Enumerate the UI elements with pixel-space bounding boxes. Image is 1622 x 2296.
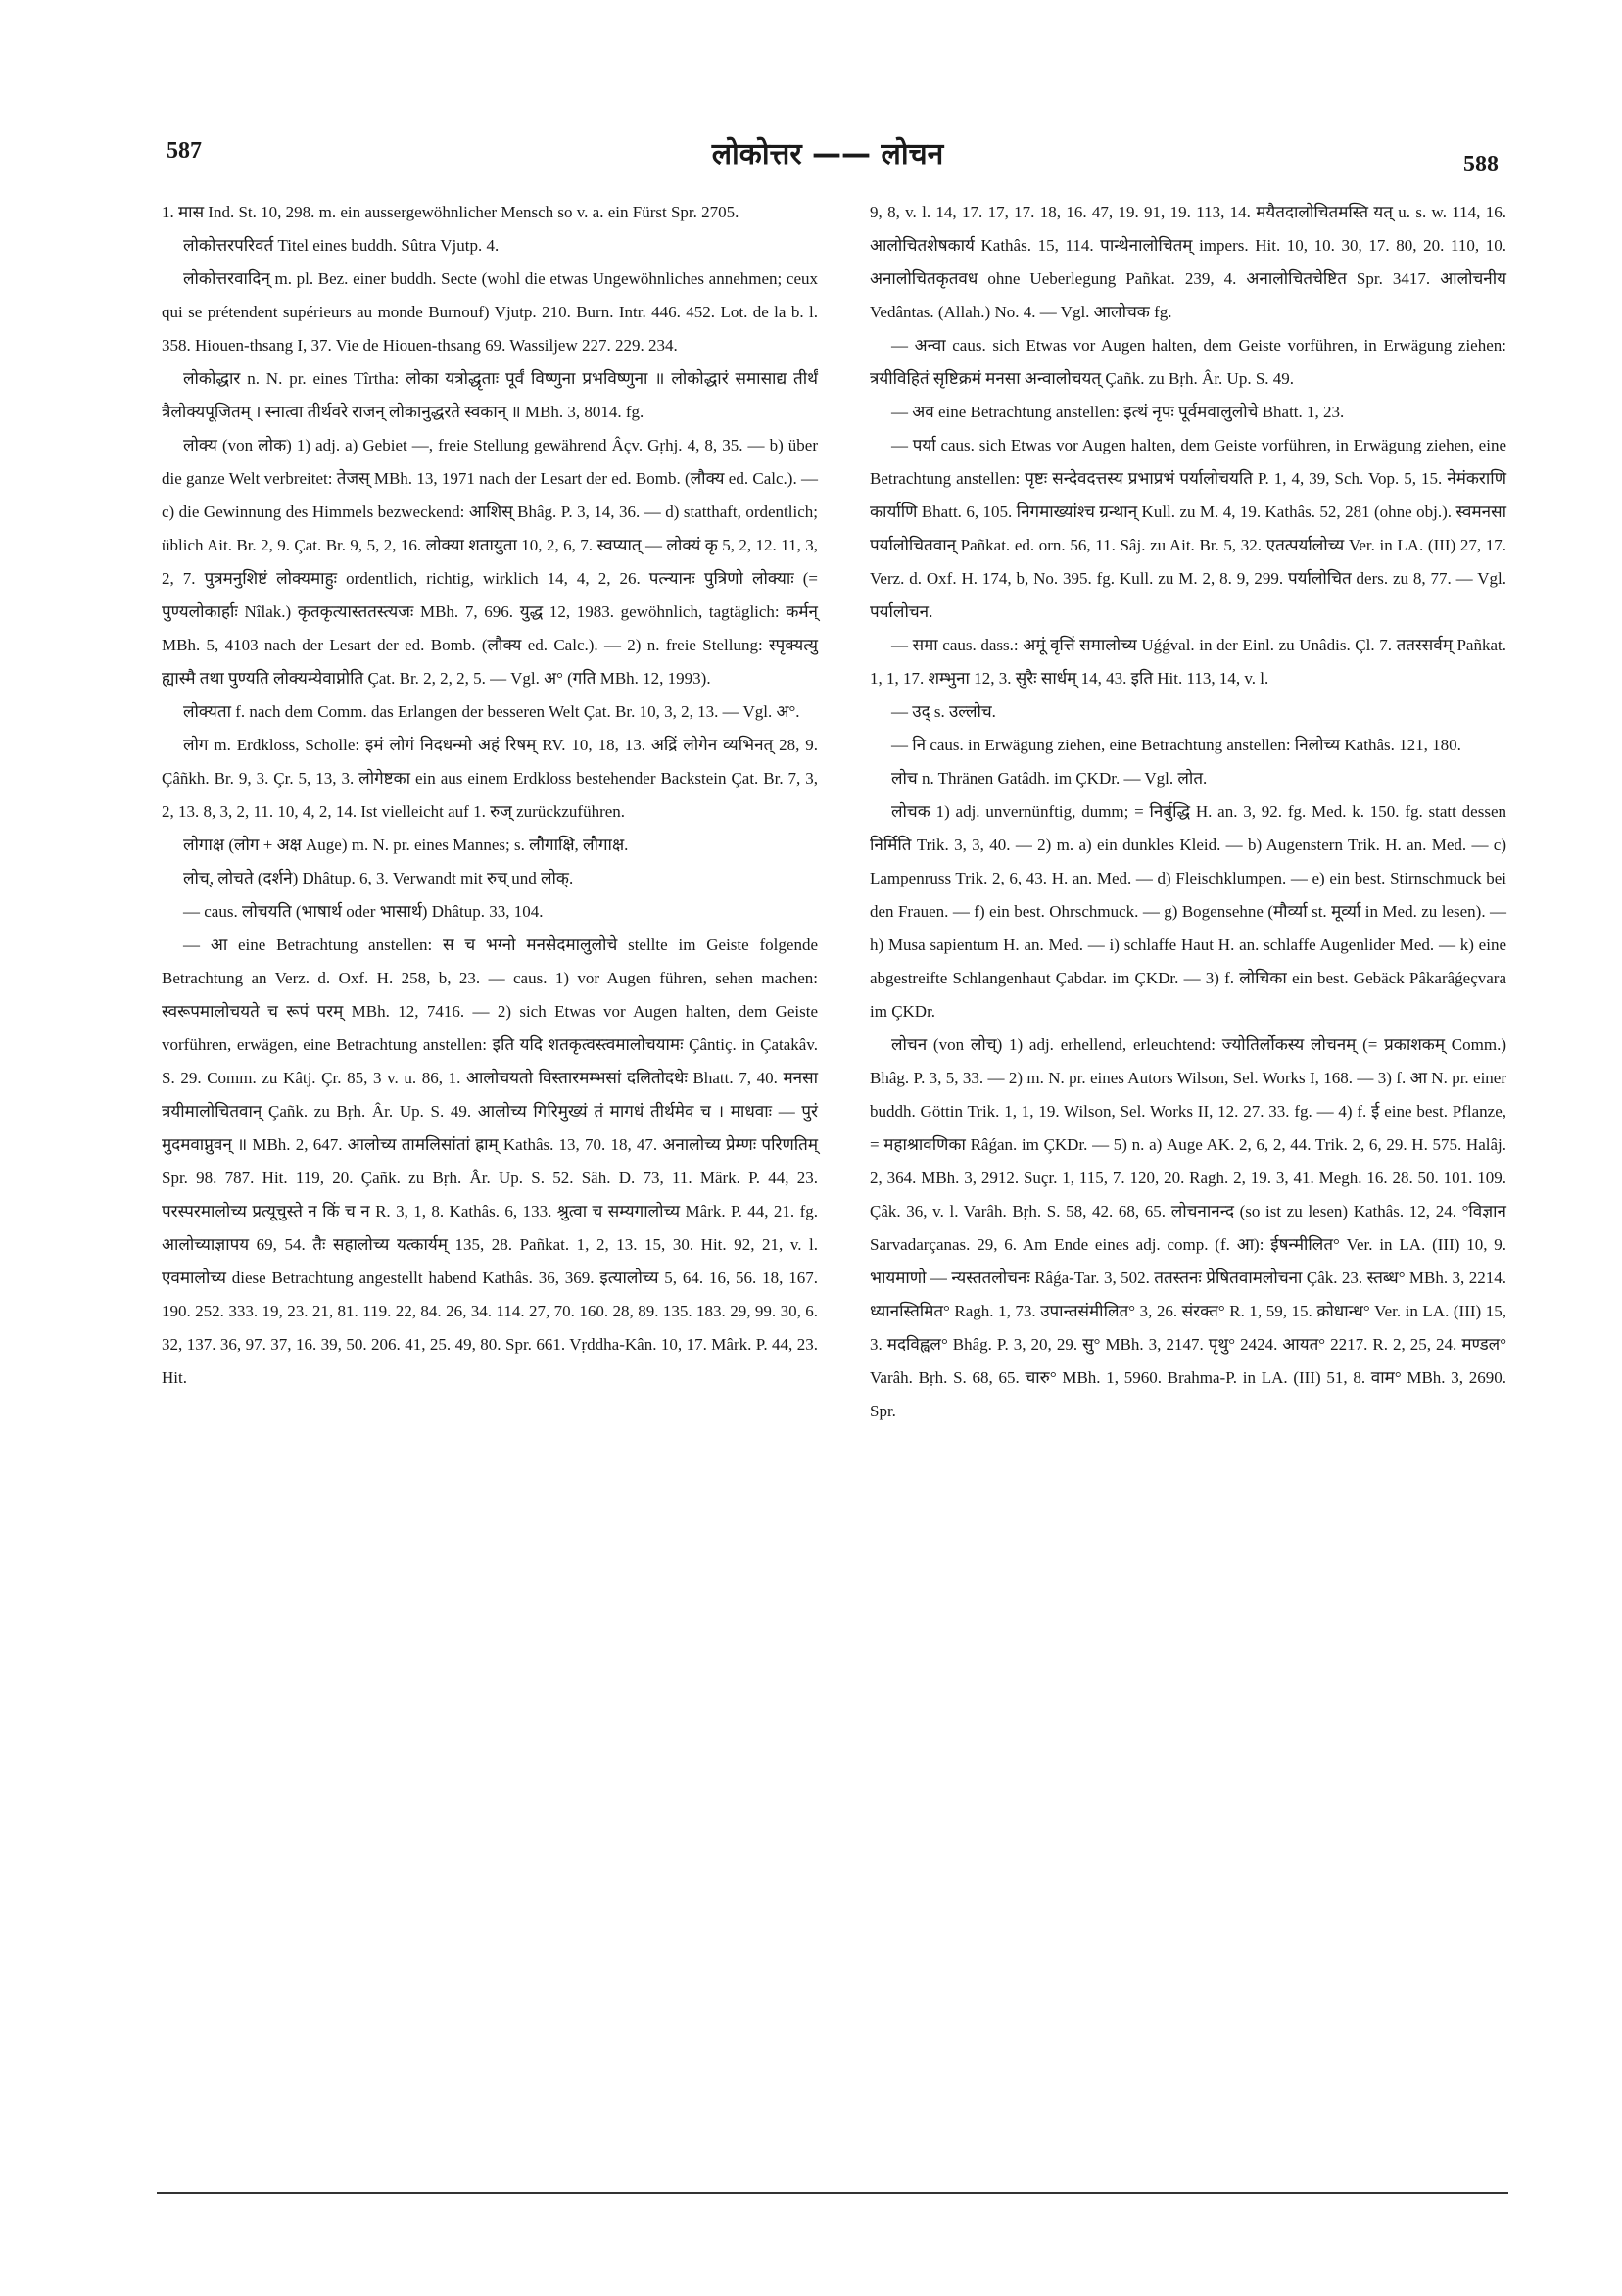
bottom-rule [157,2192,1508,2194]
dictionary-entry: लोक्य (von लोक) 1) adj. a) Gebiet —, freie Stellung gewährend Âçv. Gṛhj. 4, 8, 35. — b) über die ganze Welt verbreitet: तेजस् MBh. 13, 1971 nach der Lesart der ed. Bomb. (लौक्य ed. Calc.). — c) die Gewinnung des Himmels bezweckend: आशिस् Bhâg. P. 3, 14, 36. — d) statthaft, ordentlich; üblich Ait. Br. 2, 9. Çat. Br. 9, 5, 2, 16. लोक्या शतायुता 10, 2, 6, 7. स्वप्यात् — लोक्यं कृ 5, 2, 12. 11, 3, 2, 7. पुत्रमनुशिष्टं लोक्यमाहुः ordentlich, richtig, wirklich 14, 4, 2, 26. पत्न्यानः पुत्रिणो लोक्याः (= पुण्यलोकार्हाः Nîlak.) कृतकृत्यास्ततस्त्यजः MBh. 7, 696. युद्ध 12, 1983. gewöhnlich, tagtäglich: कर्मन् MBh. 5, 4103 nach der Lesart der ed. Bomb. (लौक्य ed. Calc.). — 2) n. freie Stellung: स्पृक्यत्यु ह्यास्मै तथा पुण्यति लोक्यम्येवाप्नोति Çat. Br. 2, 2, 2, 5. — Vgl. अ° (गति MBh. 12, 1993). [162,436,818,688]
dictionary-entry: लोचन (von लोच्) 1) adj. erhellend, erleuchtend: ज्योतिर्लोकस्य लोचनम् (= प्रकाशकम् Comm.) Bhâg. P. 3, 5, 33. — 2) m. N. pr. eines Autors Wilson, Sel. Works I, 168. — 3) f. आ N. pr. einer buddh. Göttin Trik. 1, 1, 19. Wilson, Sel. Works II, 12. 27. 33. fg. — 4) f. ई eine best. Pflanze, = महाश्रावणिका Râǵan. im ÇKDr. — 5) n. a) Auge AK. 2, 6, 2, 44. Trik. 2, 6, 29. H. 575. Halâj. 2, 364. MBh. 3, 2912. Suçr. 1, 115, 7. 120, 20. Ragh. 2, 19. 3, 41. Megh. 16. 28. 50. 101. 109. Çâk. 36, v. l. Varâh. Bṛh. S. 58, 42. 68, 65. लोचनानन्द (so ist zu lesen) Kathâs. 12, 24. °विज्ञान Sarvadarçanas. 29, 6. Am Ende eines adj. comp. (f. आ): ईषन्मीलित° Ver. in LA. (III) 10, 9. भायमाणो — न्यस्ततलोचनः Râǵa-Tar. 3, 502. ततस्तनः प्रेषितवामलोचना Çâk. 23. स्तब्ध° MBh. 3, 2214. ध्यानस्तिमित° Ragh. 1, 73. उपान्तसंमीलित° 3, 26. संरक्त° R. 1, 59, 15. क्रोधान्ध° Ver. in LA. (III) 15, 3. मदविह्वल° Bhâg. P. 3, 20, 29. सु° MBh. 3, 2147. पृथु° 2424. आयत° 2217. R. 2, 25, 24. मण्डल° Varâh. Bṛh. S. 68, 65. चारु° MBh. 1, 5960. Brahma-P. in LA. (III) 51, 8. वाम° MBh. 3, 2690. Spr. [870,1035,1506,1420]
dictionary-entry: — अव eine Betrachtung anstellen: इत्थं नृपः पूर्वमवालुलोचे Bhatt. 1, 23. [891,403,1345,421]
dictionary-entry: 1. मास Ind. St. 10, 298. m. ein aussergewöhnlicher Mensch so v. a. ein Fürst Spr. 2705. [162,203,739,221]
dictionary-entry: — समा caus. dass.: अमूं वृत्तिं समालोच्य Uǵǵval. in der Einl. zu Unâdis. Çl. 7. ततस्सर्वम् Pañkat. 1, 1, 17. शम्भुना 12, 3. सुरैः सार्धम् 14, 43. इति Hit. 113, 14, v. l. [870,636,1506,688]
dictionary-entry: लोच n. Thränen Gatâdh. im ÇKDr. — Vgl. लोत. [891,769,1208,788]
dictionary-entry: — पर्या caus. sich Etwas vor Augen halten, dem Geiste vorführen, in Erwägung ziehen, eine Betrachtung anstellen: पृष्टः सन्देवदत्तस्य प्रभाप्रभं पर्यालोचयति P. 1, 4, 39, Sch. Vop. 5, 15. नेमंकराणि कार्याणि Bhatt. 6, 105. निगमाख्यांश्च ग्रन्थान् Kull. zu M. 4, 19. Kathâs. 52, 281 (ohne obj.). स्वमनसा पर्यालोचितवान् Pañkat. ed. orn. 56, 11. Sâj. zu Ait. Br. 5, 32. एतत्पर्यालोच्य Ver. in LA. (III) 27, 17. Verz. d. Oxf. H. 174, b, No. 395. fg. Kull. zu M. 2, 8. 9, 299. पर्यालोचित ders. zu 8, 77. — Vgl. पर्यालोचन. [870,436,1506,621]
dictionary-entry: 9, 8, v. l. 14, 17. 17, 17. 18, 16. 47, 19. 91, 19. 113, 14. मयैतदालोचितमस्ति यत् u. s. w. 114, 16. आलोचितशेषकार्य Kathâs. 15, 114. पान्थेनालोचितम् impers. Hit. 10, 10. 30, 17. 80, 20. 110, 10. अनालोचितकृतवध ohne Ueberlegung Pañkat. 239, 4. अनालोचितचेष्टित Spr. 3417. आलोचनीय Vedântas. (Allah.) No. 4. — Vgl. आलोचक fg. [870,203,1506,321]
left-column [162,196,818,1395]
dictionary-entry: — caus. लोचयति (भाषार्थ oder भासार्थ) Dhâtup. 33, 104. [183,902,544,921]
dictionary-entry: लोकोत्तरवादिन् m. pl. Bez. einer buddh. Secte (wohl die etwas Ungewöhnliches annehmen; ceux qui se prétendent supérieurs au monde Burnouf) Vjutp. 210. Burn. Intr. 446. 452. Lot. de la b. l. 358. Hiouen-thsang I, 37. Vie de Hiouen-thsang 69. Wassiljew 227. 229. 234. [162,269,818,355]
page-header [157,132,1499,177]
dictionary-entry: — आ eine Betrachtung anstellen: स च भग्नो मनसेदमालुलोचे stellte im Geiste folgende Betrachtung an Verz. d. Oxf. H. 258, b, 23. — caus. 1) vor Augen führen, sehen machen: स्वरूपमालोचयते च रूपं परम् MBh. 12, 7416. — 2) sich Etwas vor Augen halten, dem Geiste vorführen, erwägen, eine Betrachtung anstellen: इति यदि शतकृत्वस्त्वमालोचयामः Çântiç. in Çatakâv. S. 29. Comm. zu Kâtj. Çr. 85, 3 v. u. 86, 1. आलोचयतो विस्तारमम्भसां दलितोदधेः Bhatt. 7, 40. मनसा त्रयीमालोचितवान् Çañk. zu Bṛh. Âr. Up. S. 49. आलोच्य गिरिमुख्यं तं मागधं तीर्थमेव च । माधवाः — पुरं मुदमवाप्नुवन् ॥ MBh. 2, 647. आलोच्य तामलिसांतां ह्राम् Kathâs. 13, 70. 18, 47. अनालोच्य प्रेम्णः परिणतिम् Spr. 98. 787. Hit. 119, 20. Çañk. zu Bṛh. Âr. Up. S. 52. Sâh. D. 73, 11. Mârk. P. 44, 23. परस्परमालोच्य प्रत्यूचुस्ते न किं च न R. 3, 1, 8. Kathâs. 6, 133. श्रुत्वा च सम्यगालोच्य Mârk. P. 44, 21. fg. आलोच्याज्ञापय 69, 54. तैः सहालोच्य यत्कार्यम् 135, 28. Pañkat. 1, 2, 13. 15, 30. Hit. 92, 21, v. l. एवमालोच्य diese Betrachtung angestellt habend Kathâs. 36, 369. इत्यालोच्य 5, 64. 16, 56. 18, 167. 190. 252. 333. 19, 23. 21, 81. 119. 22, 84. 26, 34. 114. 27, 70. 160. 28, 89. 135. 183. 29, 99. 30, 6. 32, 137. 36, 97. 37, 16. 39, 50. 206. 41, 25. 49, 80. Spr. 661. Vṛddha-Kân. 10, 17. Mârk. P. 44, 23. Hit. [162,935,818,1387]
right-page-number: 588 [1463,152,1499,177]
right-column [870,196,1506,1428]
dictionary-entry: लोकोत्तरपरिवर्त Titel eines buddh. Sûtra Vjutp. 4. [183,236,500,255]
dictionary-entry: — उद् s. उल्लोच. [891,702,996,721]
dictionary-entry: लोगाक्ष (लोग + अक्ष Auge) m. N. pr. eines Mannes; s. लौगाक्षि, लौगाक्ष. [183,836,629,854]
running-head: लोकोत्तर —— लोचन [711,137,944,171]
dictionary-entry: लोचक 1) adj. unvernünftig, dumm; = निर्बुद्धि H. an. 3, 92. fg. Med. k. 150. fg. statt dessen निर्मिति Trik. 3, 3, 40. — 2) m. a) ein dunkles Kleid. — b) Augenstern Trik. H. an. Med. — c) Lampenruss Trik. 2, 6, 43. H. an. Med. — d) Fleischklumpen. — e) ein best. Stirnschmuck bei den Frauen. — f) ein best. Ohrschmuck. — g) Bogensehne (मौर्व्या st. मूर्व्या in Med. zu lesen). — h) Musa sapientum H. an. Med. — i) schlaffe Haut H. an. schlaffe Augenlider Med. — k) eine abgestreifte Schlangenhaut Çabdar. im ÇKDr. — 3) f. लोचिका ein best. Gebäck Pâkarâǵeçvara im ÇKDr. [870,802,1506,1021]
dictionary-entry: लोच्, लोचते (दर्शने) Dhâtup. 6, 3. Verwandt mit रुच् und लोक्. [183,869,574,887]
left-page-number: 587 [167,138,202,164]
dictionary-entry: — नि caus. in Erwägung ziehen, eine Betrachtung anstellen: निलोच्य Kathâs. 121, 180. [891,736,1461,754]
dictionary-entry: लोग m. Erdkloss, Scholle: इमं लोगं निदधन्मो अहं रिषम् RV. 10, 18, 13. अद्रिं लोगेन व्यभिनत् 28, 9. Çâñkh. Br. 9, 3. Çr. 5, 13, 3. लोगेष्टका ein aus einem Erdkloss bestehender Backstein Çat. Br. 7, 3, 2, 13. 8, 3, 2, 11. 10, 4, 2, 14. Ist vielleicht auf 1. रुज् zurückzuführen. [162,736,818,821]
dictionary-entry: लोकोद्धार n. N. pr. eines Tîrtha: लोका यत्रोद्धृताः पूर्वं विष्णुना प्रभविष्णुना ॥ लोकोद्धारं समासाद्य तीर्थं त्रैलोक्यपूजितम् । स्नात्वा तीर्थवरे राजन् लोकानुद्धरते स्वकान् ॥ MBh. 3, 8014. fg. [162,369,818,421]
dictionary-entry: — अन्वा caus. sich Etwas vor Augen halten, dem Geiste vorführen, in Erwägung ziehen: त्रयीविहितं सृष्टिक्रमं मनसा अन्वालोचयत् Çañk. zu Bṛh. Âr. Up. S. 49. [870,336,1506,388]
dictionary-entry: लोक्यता f. nach dem Comm. das Erlangen der besseren Welt Çat. Br. 10, 3, 2, 13. — Vgl. अ°. [183,702,800,721]
